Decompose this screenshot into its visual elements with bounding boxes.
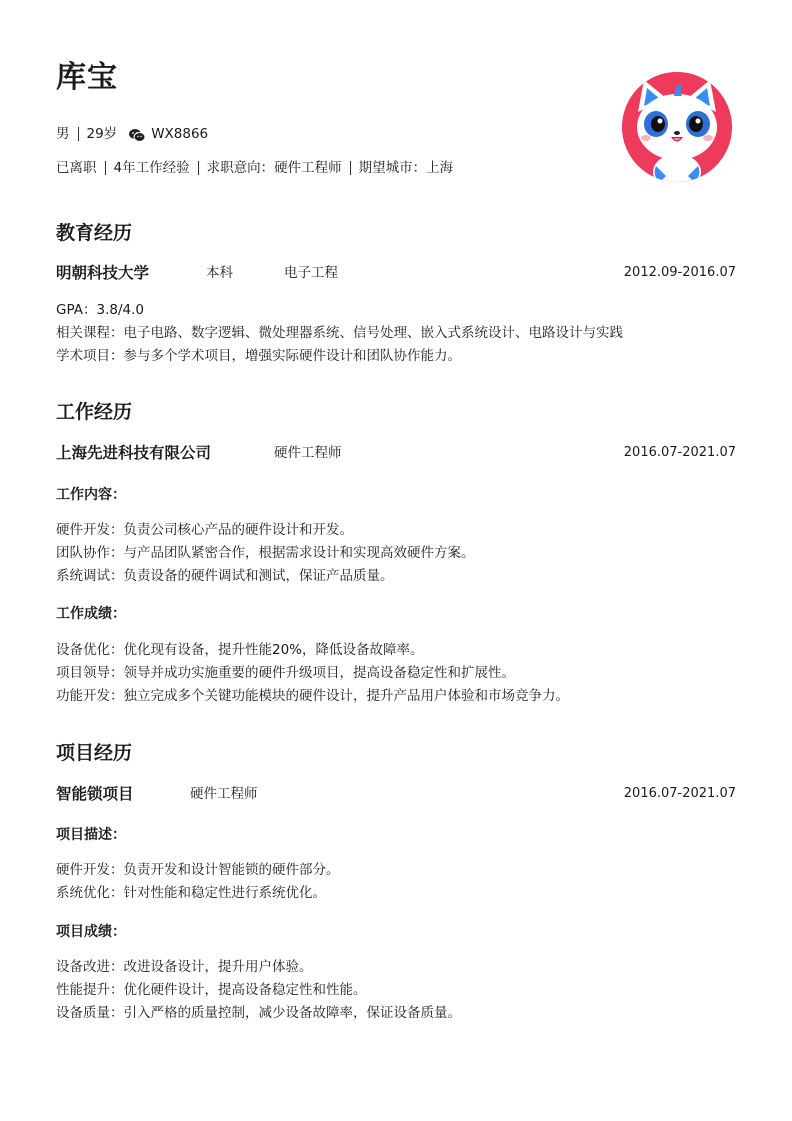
cartoon-cat-avatar-icon [622,72,732,182]
project-name: 智能锁项目 [56,785,134,803]
work-achievement-line: 设备优化：优化现有设备，提升性能20%，降低设备故障率。 [56,642,424,658]
work-content-line: 团队协作：与产品团队紧密合作，根据需求设计和实现高效硬件方案。 [56,545,475,561]
project-achievement-line: 设备改进：改进设备设计，提升用户体验。 [56,959,313,975]
project-role: 硬件工程师 [190,786,258,802]
project-achievement-line: 性能提升：优化硬件设计，提高设备稳定性和性能。 [56,982,367,998]
work-experience: 4年工作经验 [113,160,190,176]
work-role: 硬件工程师 [274,445,342,461]
project-entry-header [56,782,736,806]
work-content-line: 系统调试：负责设备的硬件调试和测试，保证产品质量。 [56,568,394,584]
education-detail-line: 相关课程：电子电路、数字逻辑、微处理器系统、信号处理、嵌入式系统设计、电路设计与实践 [56,325,623,341]
gender: 男 [56,126,70,142]
wechat-icon [129,128,145,141]
education-entry-header [56,261,736,285]
project-desc-line: 硬件开发：负责开发和设计智能锁的硬件部分。 [56,862,340,878]
project-achievement-line: 设备质量：引入严格的质量控制，减少设备故障率，保证设备质量。 [56,1005,461,1021]
divider [105,161,106,175]
employment-status: 已离职 [56,160,97,176]
work-content-line: 硬件开发：负责公司核心产品的硬件设计和开发。 [56,522,353,538]
project-desc-line: 系统优化：针对性能和稳定性进行系统优化。 [56,885,326,901]
project-date: 2016.07-2021.07 [623,786,736,801]
education-section-title: 教育经历 [56,222,133,244]
degree: 本科 [206,265,233,281]
work-entry-header [56,441,736,465]
basic-info [56,124,208,144]
company-name: 上海先进科技有限公司 [56,444,212,462]
project-achievement-title: 项目成绩： [56,924,126,940]
divider [198,161,199,175]
wechat-id: WX8866 [151,126,209,142]
expected-city: 期望城市：上海 [358,160,454,176]
major: 电子工程 [284,265,338,281]
avatar [622,72,732,182]
work-achievement-title: 工作成绩： [56,606,126,622]
divider [78,127,79,141]
education-detail-line: 学术项目：参与多个学术项目，增强实际硬件设计和团队协作能力。 [56,348,461,364]
work-section-title: 工作经历 [56,401,133,423]
education-detail-line: GPA：3.8/4.0 [56,302,144,318]
work-achievement-line: 项目领导：领导并成功实施重要的硬件升级项目，提高设备稳定性和扩展性。 [56,665,515,681]
work-achievement-line: 功能开发：独立完成多个关键功能模块的硬件设计，提升产品用户体验和市场竞争力。 [56,688,569,704]
school-name: 明朝科技大学 [56,264,150,282]
education-date: 2012.09-2016.07 [623,265,736,280]
work-date: 2016.07-2021.07 [623,445,736,460]
job-info [56,158,453,178]
project-section-title: 项目经历 [56,742,133,764]
work-content-title: 工作内容： [56,487,126,503]
divider [350,161,351,175]
candidate-name: 库宝 [56,60,118,95]
age: 29岁 [86,126,118,142]
job-intent: 求职意向：硬件工程师 [206,160,342,176]
project-desc-title: 项目描述： [56,827,126,843]
